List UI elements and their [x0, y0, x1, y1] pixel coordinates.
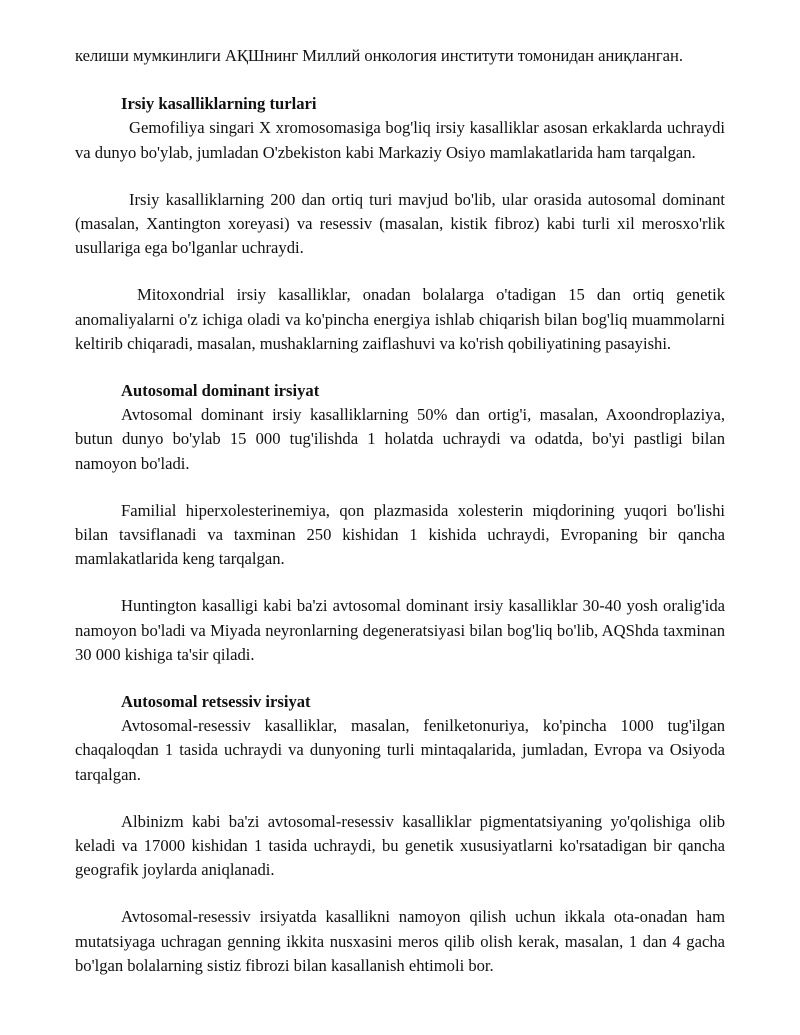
dominant-paragraph-2: Familial hiperxolesterinemiya, qon plazmasida xolesterin miqdorining yuqori bo'lishi bilan tavsiflanadi va taxminan 250 kishidan 1 kishida uchraydi, Evropaning bir qancha mamlakatlarida keng tarqalgan.: [75, 500, 725, 569]
dominant-paragraph-1: Avtosomal dominant irsiy kasalliklarning 50% dan ortig'i, masalan, Axoondroplaziya, butun dunyo bo'ylab 15 000 tug'ilishda 1 holatda uchraydi va odatda, bo'yi pastligi bilan namoyon bo'ladi.: [75, 405, 725, 473]
types-paragraph-1: Gemofiliya singari X xromosomasiga bog'liq irsiy kasalliklar asosan erkaklarda uchraydi va dunyo bo'ylab, jumladan O'zbekiston kabi Markaziy Osiyo mamlakatlarida ham tarqalgan.: [75, 118, 725, 162]
intro-paragraph: келиши мумкинлиги АҚШнинг Миллий онкология институти томонидан аниқланган.: [75, 46, 684, 65]
section-heading-recessive: Autosomal retsessiv irsiyat: [121, 692, 311, 712]
recessive-paragraph-3: Avtosomal-resessiv irsiyatda kasallikni namoyon qilish uchun ikkala ota-onadan ham mutatsiyaga uchragan genning ikkita nusxasini meros qilib olish kerak, masalan, 1 dan 4 gacha bo'lgan bolalarning sistiz fibrozi bilan kasallanish ehtimoli bor.: [75, 907, 725, 975]
dominant-paragraph-3: Huntington kasalligi kabi ba'zi avtosomal dominant irsiy kasalliklar 30-40 yosh oralig'ida namoyon bo'ladi va Miyada neyronlarning degeneratsiyasi bilan bog'liq bo'lib, AQShda taxminan 30 000 kishiga ta'sir qiladi.: [75, 596, 725, 664]
recessive-paragraph-1: Avtosomal-resessiv kasalliklar, masalan, fenilketonuriya, ko'pincha 1000 tug'ilgan chaqaloqdan 1 tasida uchraydi va dunyoning turli mintaqalarida, jumladan, Evropa va Osiyoda tarqalgan.: [75, 716, 725, 784]
document-page: [75, 44, 725, 978]
section-heading-types: Irsiy kasalliklarning turlari: [121, 94, 317, 114]
types-paragraph-2: Irsiy kasalliklarning 200 dan ortiq turi mavjud bo'lib, ular orasida autosomal dominant (masalan, Xantington xoreyasi) va resessiv (masalan, kistik fibroz) kabi turli xil merosxo'rlik usullariga ega bo'lganlar uchraydi.: [75, 189, 725, 258]
recessive-paragraph-2: Albinizm kabi ba'zi avtosomal-resessiv kasalliklar pigmentatsiyaning yo'qolishiga olib keladi va 17000 kishidan 1 tasida uchraydi, bu genetik xususiyatlarni ko'rsatadigan bir qancha geografik joylarda aniqlanadi.: [75, 811, 725, 880]
types-paragraph-3: Mitoxondrial irsiy kasalliklar, onadan bolalarga o'tadigan 15 dan ortiq genetik anomaliyalarni o'z ichiga oladi va ko'pincha energiya ishlab chiqarish bilan bog'liq muammolarni keltirib chiqaradi, masalan, mushaklarning zaiflashuvi va ko'rish qobiliyatining pasayishi.: [75, 285, 725, 353]
section-heading-dominant: Autosomal dominant irsiyat: [121, 381, 320, 401]
